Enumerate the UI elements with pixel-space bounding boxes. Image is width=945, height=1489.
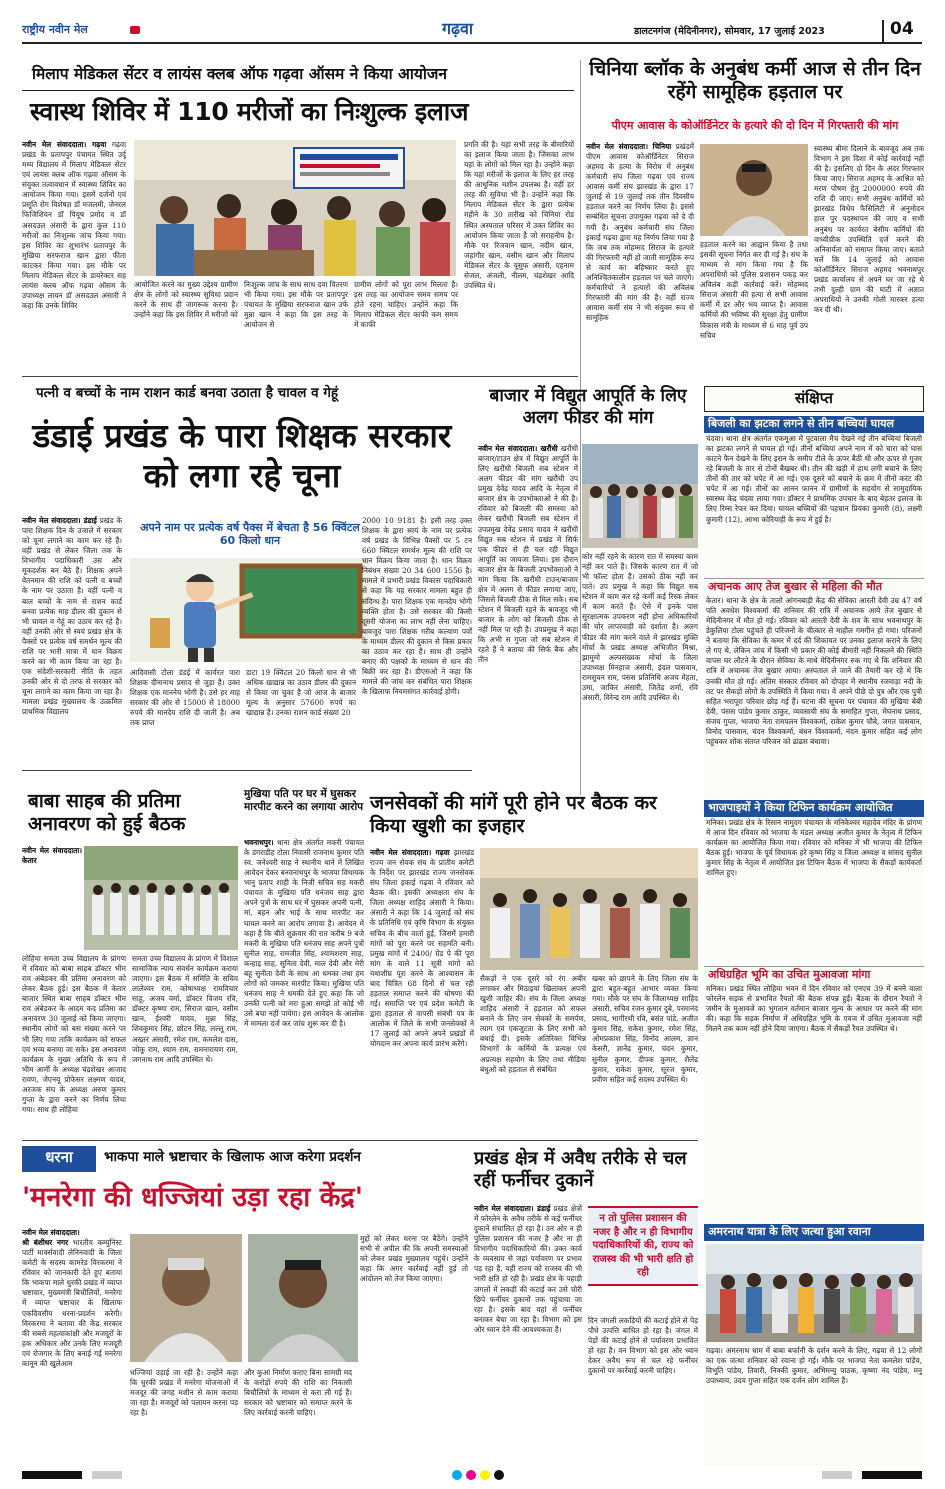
story-illegal-furniture <box>474 1146 698 1468</box>
brief5-headline: अमरनाथ यात्रा के लिए जत्था हुआ रवाना <box>704 1224 924 1241</box>
story1-col5: प्रगति की है। यहां सभी तरह के बीमारियों का इलाज किया जाता है। जिसका लाभ यहां के लोगों को मिल रहा है। उन्होंने कहा कि यहां मरीजों के इलाज के लिए हर तरह की आधुनिक मशीन उपलब्ध है। वहीं हर तरह की सुविधा भी है। उन्होंने कहा कि मिलाप मेडिकल सेंटर के द्वारा प्रत्येक महीने के 30 तारीख को चिनिया रोड स्थित अस्पताल परिसर में उक्त शिविर का आयोजन किया जाता है जो सराहनीय है। मौके पर रिजवान खान, नदीम खान, जहांगीर खान, वसीम खान और मिलाप मेडिकल सेंटर के यूसुफ अंसारी, एहनाम सेजल, अंजली, नीलम, चंद्रशेखर आदि उपस्थित थे। <box>464 140 574 290</box>
story2-subhead: पीएम आवास के कोऑर्डिनेटर के हत्यारे की दो दिन में गिरफ्तारी की मांग <box>611 119 899 132</box>
brief3-headline: भाजपाइयों ने किया टिफिन कार्यक्रम आयोजित <box>704 800 924 817</box>
story-health-camp <box>22 50 574 340</box>
story5-col1: लोहिया समता उच्च विद्यालय के प्रांगण में रविवार को बाबा साहब डॉक्टर भीम राव अंबेडकर की प्रतिमा अनावरण को लेकर बैठक हुई। इस बैठक में केतार बाजार स्थित बाबा साहब डॉक्टर भीम राव अंबेडकर के आदम कद प्रतिमा का अनावरण 30 जुलाई को किया जाएगा। स्थानीय लोगों को बस संख्या करने पर भी लिए गया ताकि कार्यक्रम को सफल एवं भव्य बनाया जा सके। इस अनावरण कार्यक्रम के मुख्य अतिथि के रूप में भीम आर्मी के अध्यक्ष चंद्रशेखर आजाद रावण, जेएनयू प्रोफेसर लक्ष्मण यादव, अरजक संघ के अध्यक्ष अरुण कुमार गुप्ता के द्वारा करने का निर्णय लिया गया। साथ ही लोहिया <box>22 954 126 1114</box>
teacher-illustration <box>130 558 370 662</box>
story2-col1-text: प्रखंडमें पीएम आवास कोऑर्डिनेटर सिराज अहमद के हत्या के विरोध में अनुबंध कर्मचारी संघ जिला गढ़वा एवं राज्य आवास कर्मी संघ झारखंड के द्वारा 17 जुलाई से 19 जुलाई तक तीन दिवसीय हड़ताल करने का निर्णय लिया है। इससे सम्बंधित सूचना उपायुक्त गढ़वा को दे दी गयी है। अनुबंध कर्मचारी संघ जिला इकाई गढ़वा द्वारा यह निर्णय लिया गया है कि जब तक मोहम्मद सिराज के हत्यारे की गिरफ्तारी नहीं हो जाती सामूहिक रूप से कार्य का बहिष्कार करते हुए अनिश्चितकालीन हड़ताल पर चले जाएंगे। कर्मचारियों ने हत्यारों की अविलंब गिरफ्तारी की मांग की है। वहीं राज्य आवास कर्मी संघ ने भी संयुक्त रूप से सामूहिक <box>586 142 694 323</box>
page-divider <box>882 20 884 42</box>
story2-col3: स्वास्थ्य बीमा दिलाने के बावजूद अब तक विभाग ने इस दिशा में कोई कार्रवाई नहीं की है। इसलिए दो दिन के अंदर गिरफ्तार किया जाए। सिराज अहमद के आश्रित को मरण पोषण हेतु 2000000 रुपये की राशि दी जाए। सभी अनुबंध कर्मियों को झारखंड विधेय फैसिलिटी में अनुमोदन हाल पुर पदस्थापन की जाए व सभी अनुबंध पर कार्यरत बेसीय कर्मियों की वाध्यीय्रीक उपस्थिति दर्ज करने की अनिवार्यता को समाप्त किया जाए। बताते चलें कि 14 जुलाई को आवास कोऑर्डिनेटर सिराज अहमद भवनाथपुर प्रखंड कार्यालय से अपने घर जा रहे थे तभी दुल्ही ग्राम की घाटी में अज्ञात अपराधियों ने उनकी गोली मारकर हत्या कर दी थी। <box>814 144 924 314</box>
story7-col1 <box>370 848 474 1136</box>
section-rule <box>22 1140 698 1141</box>
story3-headline: डंडाई प्रखंड के पारा शिक्षक सरकार को लगा रहे चूना <box>32 416 452 495</box>
story5-byline: नवीन मेल संवाददाता। केतार <box>22 846 82 866</box>
feeder-meeting-photo <box>582 444 698 548</box>
story9-pullquote: न तो पुलिस प्रशासन की नजर है और न ही विभागीय पदाधिकारियों की, राज्य को राजस्व की भी भारी क्षति हो रही <box>588 1206 698 1286</box>
brief2-headline: अचानक आए तेज बुखार से महिला की मौत <box>704 578 924 596</box>
kicker-underline <box>22 90 574 91</box>
story7-col2: सैकड़ों ने एक दूसरे को रंग अबीर लगाकर और मिठाइयां खिलाकर अपनी खुशी जाहिर की। संघ के जिला अध्यक्ष शाहिद अंसारी ने हड़ताल को सफल बनाने के लिए जन सेवकों के समर्पण, त्याग एवं एकजुटता के लिए सभी को बधाई दी। इसके अतिरिक्त विभिन्न विभागों के कर्मियों के प्रत्यक्ष एवं अप्रत्यक्ष सहयोग के लिए तथा मीडिया बंधुओं को हड़ताल से संबंधित <box>480 974 586 1074</box>
story3-kicker: पत्नी व बच्चों के नाम राशन कार्ड बनवा उठाता है चावल व गेहूं <box>36 385 339 401</box>
story9-headline: प्रखंड क्षेत्र में अवैध तरीके से चल रहीं फर्नीचर दुकानें <box>474 1148 687 1191</box>
story-statue-meeting <box>22 786 238 1136</box>
story5-headline: बाबा साहब की प्रतिमा अनावरण को हुई बैठक <box>28 790 186 835</box>
story7-col3: खबर को छापने के लिए जिला संघ के द्वारा बहुत-बहुत आभार व्यक्त किया गया। मौके पर संघ के जिलाध्यक्ष शाहिद अंसारी, सचिव रंजन कुमार दुबे, परमानंद प्रसाद, भागीरथी रवि, बसंत पांडे, अजीत कुमार सिंह, राकेश कुमार, रमेश सिंह, ओमप्रकाश सिंह, विनोद आलम, ज्ञान केसरी, ज्ञानेंद्र कुमार, चंदन कुमार, सुनील कुमार, दीपक कुमार, शैलेंद्र कुमार, राकेश कुमार, सूरज कुमार, प्रवीण सहित कई सदस्य उपस्थित थे। <box>592 974 698 1084</box>
story3-col3: डाटा 19 क्विंटल 20 किलो धान से भी अधिक खाद्यान्न का उठाव डीलर की दुकान से किया जा चुका है जो आज के बाजार मूल्य के अनुसार 57600 रुपये का खाद्यान्न है। उनका राशन कार्ड संख्या 20 <box>246 668 356 718</box>
story2-col1 <box>586 142 694 380</box>
story1-col3: निःशुल्क जांच के साथ साथ दवा वितरण भी किया गया। इस मौके पर प्रतापपुर पंचायत के मुखिया सरफराज खान उर्फ मुन्ना खान ने कहा कि इस तरह के आयोजन से <box>244 280 348 330</box>
story9-col1 <box>474 1204 582 1468</box>
story8-col1-text: भारतीय कम्युनिस्ट पार्टी मार्क्सवादी लेनिनवादी के जिला कमेटी के सदस्य कामरेड विरकरमा ने रविवार को जानकारी देते हुए बताया कि भाकपा माले धुरकी प्रखंड में व्याप्त भ्रष्टाचार, मुख्यमंत्री बिचौलियों, मनरेगा में व्याप्त भ्रष्टाचार के खिलाफ एकदिवसीय धरना-प्रदर्शन करेगी। विरकरमा ने बताया की केंद्र सरकार की सबसे महत्वाकांक्षी और मजदूरों के हक अधिकार और उनके लिए मजदूरी एवं रोजगार के लिए बनाई गई मनरेगा कानून की खुलेआम <box>22 1238 122 1368</box>
brief4-body: मनिका। प्रखंड स्थित लोहिया भवन में दिन रविवार को एनएच 39 में बनने वाला फोरलेन सड़क से प्रभावित रैयतों की बैठक संपन्न हुई। बैठक के दौरान रैयतों ने जमीन के मुआवजे का भुगतान वर्तमान बाजार मूल्य के आधार पर करने की मांग की। कहा कि सड़क निर्माण में अधिग्रहित भूमि के एवज में उचित मुआवजा नहीं मिलने तक काम नहीं होने दिया जाएगा। बैठक में सैकड़ों रैयत उपस्थित थे। <box>706 984 922 1034</box>
story2-col2: हड़ताल करने का आह्वान किया है तथा इसकी सूचना निर्गत कर दी गई है। संघ के माध्यम से मांग किया गया है कि अपराधियों को पुलिस प्रशासन पकड़ कर अविलंब कड़ी कार्रवाई करें। मोहम्मद सिराज अंसारी की हत्या से सभी आवास कर्मी में डर और भय व्याप्त है। आवास कर्मियों की भविष्य की सुरक्षा हेतु ग्रामीण विकास मंत्री के माध्यम से 6 माह पूर्व उप सचिव <box>700 240 808 340</box>
story-chiniya-strike <box>586 58 924 380</box>
story3-col1-text: प्रखंड के पारा शिक्षक दिन के उजाले में सरकार को चूना लगाने का काम कर रहे हैं। वहीं प्रखंड से लेकर जिला तक के विभागीय पदाधिकारी उस और मूकदर्शक बन बैठे हैं। शिक्षक अपने वेतनमान की राशि को पत्नी व बच्चों के नाम पर उठाता है। वहीं पत्नी व बाल बच्चों के नाम से राशन कार्ड बनवा प्रत्येक माह डीलर की दुकान से भी चावल व गेहूं का उठाव कर रहे हैं। वहीं उनकी ओर से स्वयं प्रखंड क्षेत्र के पैक्सों पर प्रत्येक वर्ष समर्थन मूल्य की राशि पर भारी मात्रा में धान विक्रय करने का भी काम किया जा रहा है। एक संदेशी-सरकारी नीति के तहत उनकी ओर से दो तरफ से सरकार को चूना लगाने का काम किया जा रहा है। मामला प्रखंड मुख्यालय के उत्क्रमित प्राथमिक विद्यालय <box>22 516 122 717</box>
dateline: डालटनगंज (मेदिनीनगर), सोमवार, 17 जुलाई 2023 <box>634 26 825 37</box>
paper-logo-icon <box>130 26 140 34</box>
story3-pullquote: अपने नाम पर प्रत्येक वर्ष पैक्स में बेचता है 56 क्विंटल 60 किलो धान <box>140 521 360 547</box>
story-electricity-feeder <box>478 386 698 806</box>
story2-headline: चिनिया ब्लॉक के अनुबंध कर्मी आज से तीन दिन रहेंगे सामूहिक हड़ताल पर <box>589 58 921 104</box>
comrade-portrait-photo-2 <box>248 1234 358 1362</box>
story9-col2: दिन जंगली लकड़ियों की कटाई होने से पेड़ पौधे उत्पत्ति बाधित हो रहा है। जंगल में पेड़ों की कटाई होने से पर्यावरण प्रभावित हो रहा है। वन विभाग को इस ओर ध्यान देकर अवैध रूप से चल रहे फर्नीचर दुकानों पर कार्रवाई करनी चाहिए। <box>588 1316 698 1376</box>
story6-headline: मुखिया पति पर घर में घुसकर मारपीट करने का लगाया आरोप <box>244 788 364 813</box>
story8-tag: धरना <box>22 1146 96 1172</box>
amarnath-group-photo <box>706 1244 922 1342</box>
health-camp-photo <box>134 140 456 276</box>
story8-byline: नवीन मेल संवाददाता। <box>22 1228 80 1237</box>
story1-col2: आयोजित करने का मुख्य उद्देश्य ग्रामीण क्षेत्र के लोगों को स्वास्थ्य सुविधा प्रदान करने के साथ ही जागरूक करना है। उन्होंने कहा कि इस शिविर में मरीजों को <box>134 280 238 320</box>
story7-byline: नवीन मेल संवाददाता। गढ़वा <box>370 848 450 857</box>
story2-byline: नवीन मेल संवाददाता। चिनिया <box>586 142 672 151</box>
brief2-body: केतार। थाना के क्षेत्र के तालो आंगनबाड़ी केंद्र की सेविका आरती देवी उम्र 47 वर्ष पति अवधेश विश्वकर्मा की शनिवार की रात्रि में अचानक आये तेज बुखार से मेदिनीनगर में मौत हो गई। रविवार को आरती देवी के शव के साथ भवनाथपुर के डेकुलिया टोला पहुंचते ही परिजनों के चीत्कार से माहौल गमगीन हो गया। परिजनों ने बताया कि सेविका के कमर में दर्द की शिकायत पर उनका इलाज कराने के लिए ले गए थे, लेकिन जांच में किसी भी प्रकार की कोई बीमारी नहीं निकलने की स्थिति वापस घर लौटने के दौरान सेविका के माथे मेदिनीनगर रुक गए थे कि शनिवार की रात्रि में अचानक तेज बुखार आया। अस्पताल ले जाने की तैयारी कर रहे थे कि उनकी मौत हो गई। अंतिम संस्कार रविवार को दोपहर में स्थानीय रजवाड़ा नदी के तट पर सैकड़ों लोगों के उपस्थिति में किया गया। वे अपने पीछे दो पुत्र और एक पुत्री सहित भरापूरा परिवार छोड़ गई हैं। घटना की सूचना पर पंचायत की मुखिया बेबी देवी, पंसस पांडेय कुमार ठाकुर, व्यवसायी संघ के समाहित गुप्ता, मेघनाथ प्रसाद, संजय गुप्ता, भाजपा नेता रामपलन विश्वकर्मा, राकेश कुमार चौबे, जगत पासवान, विनोद पासवान, चंदन विश्वकर्मा, बंधन विश्वकर्मा, नंदन कुमार सहित कई लोग पहुंचकर शोक संतप्त परिजन को ढांढस बंधाया। <box>706 596 922 746</box>
story4-col2: कोर नहीं रहने के कारण रात में समस्या काम नहीं कर पाते हैं। जिसके कारण रात में जो भी फॉल्ट होता है। उसको ठीक नहीं कर पाते। उप प्रमुख ने कहा कि विद्युत सब स्टेशन में काम कर रहे कर्मी कई रिस्क लेकर में काम करते हैं। ऐसे में इनके पास सुरक्षात्मक उपकरण नहीं होना अधिकारियों की घोर लापरवाही को दर्शाता है। अलग फीडर की मांग करने वाले में झारखंड मुक्ति मोर्चा के प्रखंड अध्यक्ष अभिजीत मिश्रा, झामुमो अल्पसंख्यक मोर्चा के जिला उपाध्यक्ष मिनहाज अंसारी, इंदल पासवान, रामसुचन राम, पंसस प्रतिनिधि अजय मेहता, उमा, जाकिर अंसारी, जितेंद्र शर्मा, रवि अंसारी, विरेन्द्र राम आदि उपस्थित थे। <box>582 552 698 702</box>
story1-headline: स्वास्थ शिविर में 110 मरीजों का निःशुल्क इलाज <box>30 97 469 126</box>
story5-col2: समता उच्च विद्यालय के प्रांगण में विशाल सामाजिक न्याय संवर्धन कार्यक्रम कराया जाएगा। इस बैठक में समिति के सचिव लालेश्वर राम, कोषाध्यक्ष रामविचार साहू, अजय वर्मा, डॉक्टर विजय रवि, डॉक्टर कृष्णा राम, सिराज खान, वसीम खान, ईश्वरी यादव, मुन्ना सिंह, शिवकुमार सिंह, छोटन सिंह, लल्लू राम, अख्तर अंसारी, रमेश राम, कमलेश दास, जोकू राम, श्याम राम, रामनारायण राम, जगनाथ राम आदि उपस्थित थे। <box>132 954 238 1064</box>
section-rule <box>22 770 472 771</box>
comrade-portrait-photo-1 <box>130 1234 242 1362</box>
brief5-body: गढ़वा। अमरनाथ धाम में बाबा बर्फानी के दर्शन करने के लिए, गढ़वा से 12 लोगों का एक जत्था शनिवार को रवाना हो गई। मौके पर भाजपा नेता कमलेश पांडेय, विभूति पांडेय, तिवारी, निक्की कुमार, अभिमन्यु पाठक, कृष्णा नंद पांडेय, मनु उपाध्याय, उदय गुप्ता सहित एक दर्जन लोग शामिल हैं। <box>706 1346 922 1386</box>
paper-name: राष्ट्रीय नवीन मेल <box>22 23 88 36</box>
story1-kicker: मिलाप मेडिकल सेंटर व लायंस क्लब ऑफ गढ़वा ऑसम ने किया आयोजन <box>32 65 447 83</box>
story7-headline: जनसेवकों की मांगें पूरी होने पर बैठक कर किया खुशी का इजहार <box>370 792 657 838</box>
story8-byline2: श्री बंशीधर नगर <box>22 1238 69 1248</box>
story6-byline: भवनाथपुर। <box>244 838 274 847</box>
victim-portrait-photo <box>700 144 808 236</box>
story7-col1-text: झारखंड राज्य जन सेवक संघ के प्रांतीय कमेटी के निर्देश पर झारखंड राज्य जनसेवक संघ जिला इकाई गढ़वा ने रविवार को बैठक की। इसकी अध्यक्षता संघ के जिला अध्यक्ष शाहिद अंसारी ने किया। अंसारी ने कहा कि 14 जुलाई को संघ के प्रतिनिधि एवं कृषि विभाग के संयुक्त सचिव के बीच वार्ता हुई, जिसमें हमारी मांगों को पूरा करने पर सहमति बनी। प्रमुख मांगों में 2400/ ग्रेड पे की पूरा मांग के वाले 11 सूत्री मांगों को यथाशीघ्र पूरा करने के आश्वासन के बाद चित्रित 68 दिनों से चल रही हड़ताल समाप्त करने की घोषणा की गई। समाप्ति पर एवं प्रदेश कमेटी के द्वारा हड़ताल से वापसी संबंधी पत्र के आलोक में जिले के सभी जनसेवकों ने 17 जुलाई को अपने अपने प्रखंडों में योगदान कर अपना कार्य प्रारंभ करेंगे। <box>370 848 474 1049</box>
brief1-body: चंदवा। थाना क्षेत्र अंतर्गत एकमूआ में पुटवाला मैच देखने गई तीन बच्चियां बिजली का झटका लगने से घायल हो गई। तीनों बच्चियां अपने नाम में को चारा को घास काटने फैन देखने के लिए इरान के समीप टीले के ऊपर बैठी थी और ऊपर से गुजर रहे बिजली के तार से टोनों बैखबर थी। तीन की खड़ी में हाथ लगी बचाने के लिए तीनों की तार को चपेट में आ गई। एक दूसरे को बचाने के क्रम में तीनों करंट की चपेट में आ गई। तीनों का आनन फानन में ग्रामीणों के सहयोग से सामुदायिक स्वास्थ्य केंद्र चंदवा लाया गया। डॉक्टर ने प्राथमिक उपचार के बाद बेहतर इलाज के लिए रिम्स रेफर कर दिया। घायल बच्चियों की पहचान प्रियंका कुमारी (8), लक्ष्मी कुमारी (12), आभा कोरियाही के रूप में हुई है। <box>706 434 922 524</box>
registration-color-bar <box>22 1470 924 1480</box>
story1-col1-text: गढ़वा प्रखंड के प्रतापपुर पंचायत स्थित उर्दू मध्य विद्यालय में मिलाप मेडिकल सेंटर एवं लायंस क्लब ऑफ गढ़वा ऑसम के संयुक्त तत्वावधान में स्वास्थ्य शिविर का आयोजन किया गया। इसमें दर्जनों एवं प्रसूति रोग विशेषज्ञ डॉ मजलमी, जेनरल फिजिशियन डॉ पियूष प्रमोद व डॉ असदउल अंसारी के द्वारा कुल 110 मरीजों का निःशुल्क जांच किया गया। इस शिविर का शुभारंभ प्रतापपुर के मुखिया सरफराज खान द्वारा फीता काटकर किया गया। इस मौके पर मिलाप मेडिकल सेंटर के डायरेक्टर सह लायंस क्लब ऑफ गढ़वा ऑसम के उपाध्यक्ष लायन डॉ असदउल अंसारी ने कहा कि उनके शिविर <box>22 140 126 310</box>
section-title: गढ़वा <box>442 19 474 38</box>
story8-col1 <box>22 1228 122 1468</box>
story9-col1-text: प्रखंड क्षेत्रों में फोरलेन के अवैध तरीके से कई फर्नीचर दुकानें संचालित हो रहा है। उन ओर न ही पुलिस प्रशासन की नजर है और ना ही विभागीय पदाधिकारियों की। उक्त कार्य के व्यवसाय से जहां पर्यावरण पर प्रभाव पड़ रहा है, वहीं राज्य को राजस्व की भी भारी क्षति हो रही है। प्रखंड क्षेत्र के पहाड़ी जंगलों में लकड़ी की कटाई कर उसे चोरी छिपे फर्नीचर दुकानों तक पहुंचाया जा रहा है। इसके बाद यहां से फर्नीचर बनाकर बेचा जा रहा है। विभाग को इस ओर ध्यान देने की आवश्यकता है। <box>474 1204 582 1334</box>
story4-col1 <box>478 444 578 806</box>
story1-col1 <box>22 140 126 340</box>
story6-col1 <box>244 838 364 1136</box>
story8-col3: और कुआं निर्माण कराए बिना सामग्री मद के करोड़ों रुपये की राशि का निकासी बिचौलियों के माध्यम से करा ली गई है। सरकार को भ्रष्टाचार को समाप्त करने के लिए कार्रवाई करनी चाहिए। <box>244 1368 352 1418</box>
story1-byline: नवीन मेल संवाददाता। गढ़वा <box>22 140 107 149</box>
brief1-headline: बिजली का झटका लगने से तीन बच्चियां घायल <box>704 416 924 433</box>
section-rule <box>22 376 578 377</box>
story3-col1 <box>22 516 122 766</box>
brief3-body: मनिका। प्रखंड क्षेत्र के रिसान नामुदग पंचायत के मनिकेश्वर महादेव मंदिर के प्रांगण में आज दिन रविवार को भाजपा के मंडल अध्यक्ष अजीत कुमार के नेतृत्व में टिफिन कार्यक्रम का आयोजित किया गया। रविवार को मनिका में भी भाजपा की टिफिन बैठक हुई। भाजपा के पूर्व विधायक हरे कृष्ण सिंह व जिला अध्यक्ष व सांसद सुनील कुमार सिंह के नेतृत्व में आयोजित इस टिफिन बैठक में भाजपा के सैकड़ों कार्यकर्ता शामिल हुए। <box>706 818 922 878</box>
story3-col2: आदिवासी टोला डंडई में कार्यरत पारा शिक्षक दीनानाथ प्रसाद से जुड़ा है। उक्त शिक्षक एक माननेय भोगी है। उसे हर माह सरकार की ओर से 15000 से 18000 रुपये की मानदेय राशि दी जाती है। अब तक प्राप्त <box>130 668 240 728</box>
story4-byline: नवीन मेल संवाददाता। खरौंधी <box>478 444 558 453</box>
brief4-headline: अधिग्रहित भूमि का उचित मुआवजा मांगा <box>704 966 924 984</box>
story8-col2: धज्जियां उड़ाई जा रही है। उन्होंने कहा कि धुरकी प्रखंड में मनरेगा योजनाओं में मजदूर की जगह मशीन से काम कराया जा रहा है। मजदूरों को पलायन करना पड़ रहा है। <box>130 1368 238 1418</box>
story8-kicker: भाकपा माले भ्रष्टाचार के खिलाफ आज करेगा प्रदर्शन <box>104 1149 361 1165</box>
story4-headline: बाजार में विद्युत आपूर्ति के लिए अलग फीडर की मांग <box>489 386 687 428</box>
story6-col1-text: थाना क्षेत्र अंतर्गत मकरी पंचायत के डंगराडीह टोला निवासी राजनाथ कुमार पति स्व. जनेश्वरी साह ने स्थानीय थाने में लिखित आवेदन देकर बनवनाथपुर के भाजपा विधायक भानु प्रताप शाही के निजी सचिव सह मकरी पंचायत के मुखिया पति धनंजय साह द्वारा अपने पुत्रों के साथ घर में घुसकर अपनी पत्नी, मां, बहन और भाई के साथ मारपीट कर घायल करने का आरोप लगाया है। आवेदन में कहा है कि बीते शुक्रवार की रात करीब 9 बजे मकरी के मुखिया पति धनंजय साह अपने पुत्रों सुनील साह, रामजीत सिंह, श्यामशरण साह, कन्हाइ साह, सुनिता देवी, माल देवी और मेरी बहू सुनीता देवी के साथ आ धमका तथा हम लोगों को जमकर मारपीट किया। मुखिया पति धनंजय साह ने धमकी देते हुए कहा कि जो उनकी पत्नी को मरा हुआ समझे तो कोई भी उसे बचा नहीं पायेगा। इस आवेदन के आलोक में मामला दर्ज कर जांच शुरू कर दी है। <box>244 838 364 1029</box>
page-number: 04 <box>890 19 914 39</box>
jansevak-meeting-photo <box>480 848 698 970</box>
story-para-teacher <box>22 382 472 767</box>
story-mukhiya-assault <box>244 786 364 1136</box>
story8-headline: 'मनरेगा की धज्जियां उड़ा रहा केंद्र' <box>22 1182 364 1213</box>
story-mnrega-dharna <box>22 1146 468 1468</box>
story4-col1-text: खरौंधी बाजार/टाउन क्षेत्र में विद्युत आपूर्ति के लिए खरौंधी बिजली सब स्टेशन में अलग फीडर की मांग खरौंधी उप प्रमुख देवेंद्र यादव आदि के नेतृत्व में बाजार क्षेत्र के उपभोक्ताओं ने की है। रविवार को बिजली की समस्या को लेकर खरौंधी बिजली सब स्टेशन में उपप्रमुख देवेंद्र प्रसाद यादव ने खरौंधी विद्युत सब स्टेशन में प्रखंड में सिर्फ एक फीडर से ही चल रही विद्युत आपूर्ति का जायजा लिया। इस दौरान बाजार क्षेत्र के बिजली उपभोक्ताओं ने मांग किया कि खरौंधी टाउन/बाजार क्षेत्र में अलग से फीडर लगाया जाए, जिससे बिजली ठीक से मिल सके। सब स्टेशन में बिजली रहने के बावजूद भी बाजार के लोग को बिजली ठीक से नहीं मिल पा रही है। उपप्रमुख ने कहा कि अभी स गुप्ता जो सब स्टेशन में रहते हैं ने बताया की सिर्फ बैक और तीन <box>478 444 578 665</box>
sidebar-title: संक्षिप्त <box>704 386 924 412</box>
story8-col4: मुद्दों को लेकर धरना पर बैठेंगे। उन्होंने सभी से अपील की कि अपनी समस्याओं को लेकर प्रखंड मुख्यालय पहुंचे। उन्होंने कहा कि अगर कार्रवाई नहीं हुई तो आंदोलन को तेज किया जाएगा। <box>360 1234 468 1284</box>
statue-meeting-photo <box>84 846 238 950</box>
story9-byline: नवीन मेल संवाददाता। डंडाई <box>474 1204 551 1213</box>
story-jansevak <box>370 792 698 1136</box>
masthead <box>22 18 922 44</box>
story3-byline: नवीन मेल संवाददाता। डंडाई <box>22 516 97 525</box>
sidebar-briefs <box>704 386 924 1466</box>
story1-col4: ग्रामीण लोगों को पूरा लाभ मिलता है। इस तरह का आयोजन समय समय पर होते रहना चाहिए। उन्होंने कहा कि मिलाप मेडिकल सेंटर काफी कम समय में काफी <box>354 280 458 330</box>
story3-col4: 2000 10 9181 है। इसी तरह उक्त शिक्षक के द्वारा स्वयं के नाम पर प्रत्येक वर्ष प्रखंड के विभिन्न पैक्सों पर 5 टन 660 क्विंटल समर्थन मूल्य की राशि पर धान विक्रय किया जाता है। धान विक्रय निबंधन संख्या 20 34 600 1556 है। मामले में प्रभारी प्रखंड विकास पदाधिकारी से कहा कि यह सरकार मामला बहुत ही संदिग्ध है। पारा शिक्षक एक मानदेय भोगी व्यक्ति होता है। उसे सरकार की किसी दूसरी योजना का लाभ नहीं लेना चाहिए। बावजूद पारा शिक्षक गरीब कल्याण पर्वों के माध्यम डीलर की दुकान से किस प्रकार का उठाव कर रहा है। साथ ही उन्होंने बनाए की पक्षकों के माध्यम से धान की बिक्री कर रहा है। डीएसओ ने कहा कि मामले की जांच कर संबंधित पारा शिक्षक के खिलाफ नियमसंगत कार्रवाई होगी। <box>362 516 472 697</box>
